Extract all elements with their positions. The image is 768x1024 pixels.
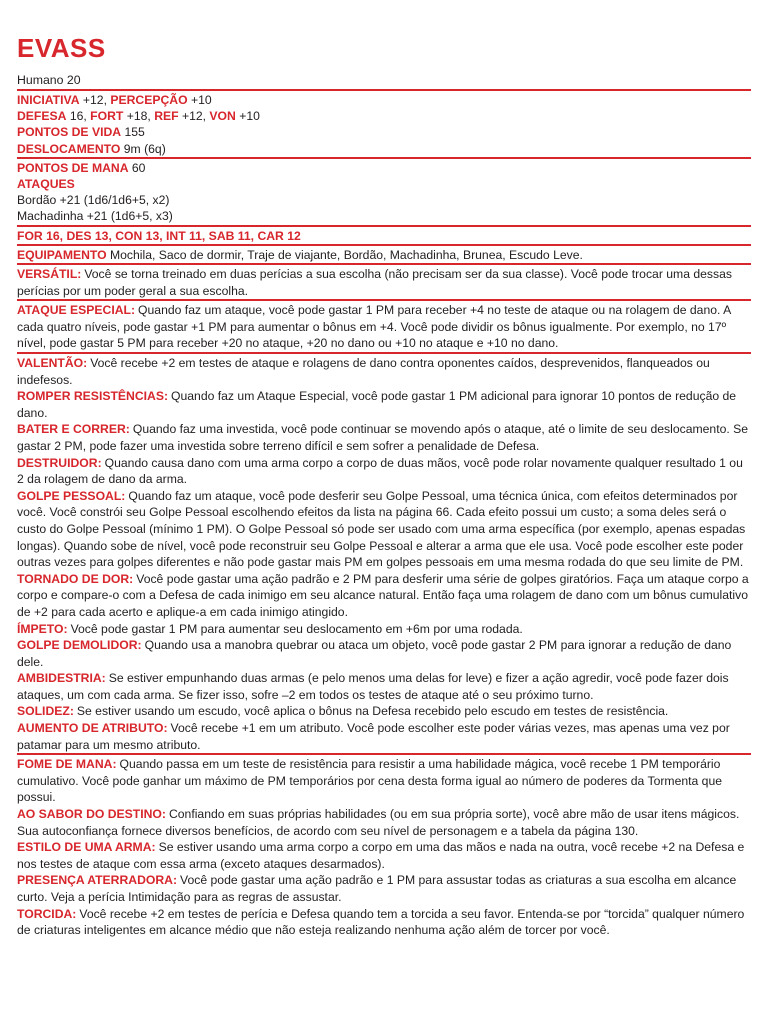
ability-name: DESTRUIDOR: (17, 455, 102, 470)
ability-name: PRESENÇA ATERRADORA: (17, 873, 178, 888)
ability-name: AMBIDESTRIA: (17, 671, 106, 686)
ability-name: ÍMPETO: (17, 621, 68, 636)
ability-entry (17, 355, 751, 388)
mp-line (17, 160, 751, 176)
ability-entry (17, 806, 751, 839)
defense-line (17, 108, 751, 124)
ability-entry (17, 906, 751, 939)
ability-text: Quando usa a manobra quebrar ou ataca um objeto, você pode gastar 2 PM para ignorar a redução de dano dele. (17, 638, 732, 669)
ability-name: FOME DE MANA: (17, 757, 117, 772)
perception-label: PERCEPÇÃO (110, 93, 188, 107)
attack-line: Machadinha +21 (1d6+5, x3) (17, 209, 173, 224)
ability-text: Você recebe +2 em testes de perícia e Defesa quando tem a torcida a seu favor. Entenda-se por “torcida” qualquer número de criaturas inteligentes em alcance médio que não esteja realizando nenhuma ação além de torcer por você. (17, 906, 745, 938)
hp-line (17, 124, 751, 140)
ability-entry (17, 302, 751, 352)
fort-value: +18, (126, 109, 151, 124)
creature-race-level: Humano 20 (17, 73, 81, 87)
attack-line: Bordão +21 (1d6/1d6+5, x2) (17, 193, 170, 208)
hp-value: 155 (124, 125, 145, 140)
will-label: VON (209, 109, 236, 124)
ability-entry (17, 703, 751, 720)
ability-text: Você pode gastar uma ação padrão e 2 PM para desferir uma série de golpes giratórios. Faça um ataque corpo a corpo e compare-o com a Defesa de cada inimigo em seu alcance natural. Então faça uma rolagem de dano com um bônus cumulativo de +2 para cada acerto e aplique-a em cada inimigo atingido. (17, 571, 749, 619)
attributes-section (17, 225, 751, 244)
ability-name: GOLPE PESSOAL: (17, 488, 126, 503)
defense-value: 16, (69, 109, 87, 124)
equipment-section (17, 244, 751, 263)
ability-entry (17, 421, 751, 454)
ability-text: Quando faz um ataque, você pode desferir seu Golpe Pessoal, uma técnica única, com efeitos determinados por você. Você constrói seu Golpe Pessoal escolhendo efeitos da lista na página 66. Cada efeito possui um custo; a soma deles será o custo do Golpe Pessoal (mínimo 1 PM). O Golpe Pessoal só pode ser usado com uma arma específica (por exemplo, apenas espadas longas). Quando sobe de nível, você pode reconstruir seu Golpe Pessoal e alterar a arma que ele usa. Você pode escolher este poder outras vezes para golpes diferentes e não pode gastar mais PM em golpes pessoais em uma mesma rodada do que seu limite de PM. (17, 488, 746, 570)
ability-name: AUMENTO DE ATRIBUTO: (17, 721, 168, 736)
ref-label: REF (154, 109, 179, 124)
creature-name: EVASS (17, 33, 106, 63)
mp-value: 60 (131, 160, 146, 175)
ability-name: ATAQUE ESPECIAL: (17, 303, 136, 318)
ability-text: Você pode gastar 1 PM para aumentar seu deslocamento em +6m por uma rodada. (70, 621, 523, 636)
ability-name: SOLIDEZ: (17, 704, 74, 719)
ability-name: TORCIDA: (17, 906, 77, 921)
ability-group (17, 753, 751, 939)
ability-text: Se estiver empunhando duas armas (e pelo menos uma delas for leve) e fizer a ação agredir, você pode fazer dois ataques, um com cada arma. Se fizer isso, sofre –2 em todos os testes de ataque até o seu próximo turno. (17, 671, 729, 702)
ability-text: Você recebe +1 em um atributo. Você pode escolher este poder várias vezes, mas apenas uma vez por patamar para um mesmo atributo. (17, 721, 730, 752)
initiative-line (17, 92, 751, 108)
ability-text: Você se torna treinado em duas perícias a sua escolha (não precisam ser da sua classe). Você pode trocar uma dessas perícias por um poder geral a sua escolha. (17, 267, 732, 298)
ability-name: ESTILO DE UMA ARMA: (17, 840, 156, 855)
ability-entry (17, 388, 751, 421)
ability-group (17, 263, 751, 299)
move-value: 9m (6q) (123, 141, 166, 156)
fort-label: FORT (90, 109, 124, 124)
combat-section (17, 157, 751, 225)
ability-entry (17, 455, 751, 488)
ability-name: ROMPER RESISTÊNCIAS: (17, 389, 169, 404)
ability-entry (17, 571, 751, 621)
perception-value: +10 (190, 93, 212, 107)
ability-text: Você recebe +2 em testes de ataque e rolagens de dano contra oponentes caídos, desprevenidos, flanqueados ou indefesos. (17, 356, 710, 387)
ability-text: Se estiver usando uma arma corpo a corpo em uma das mãos e nada na outra, você recebe +2 na Defesa e nos testes de ataque com essa arma (exceto ataques desarmados). (17, 840, 745, 871)
ability-name: VALENTÃO: (17, 356, 88, 370)
equipment-text: Mochila, Saco de dormir, Traje de viajante, Bordão, Machadinha, Brunea, Escudo Leve. (110, 247, 583, 262)
move-label: DESLOCAMENTO (17, 141, 121, 156)
initiative-value: +12, (82, 93, 107, 107)
ability-name: BATER E CORRER: (17, 422, 130, 437)
ability-entry (17, 872, 751, 905)
ability-name: GOLPE DEMOLIDOR: (17, 638, 142, 653)
ability-text: Quando causa dano com uma arma corpo a corpo de duas mãos, você pode rolar novamente qualquer resultado 1 ou 2 da rolagem de dano da arma. (17, 455, 743, 487)
attacks-heading (17, 176, 751, 192)
ability-text: Quando faz um Ataque Especial, você pode gastar 1 PM adicional para ignorar 10 pontos de redução de dano. (17, 389, 737, 420)
ability-text: Confiando em suas próprias habilidades (ou em sua própria sorte), você abre mão de usar itens mágicos. Sua autoconfiança fornece diversos benefícios, de acordo com seu nível de personagem e a tabela da página 130. (17, 807, 740, 838)
ability-group (17, 352, 751, 753)
ability-text: Quando faz um ataque, você pode gastar 1 PM para receber +4 no teste de ataque ou na rolagem de dano. A cada quatro níveis, pode gastar +1 PM para aumentar o bônus em +4. Você pode dividir os bônus igualmente. Por exemplo, no 17º nível, pode gastar 5 PM para receber +20 no ataque, +20 no dano ou +10 no ataque e +10 no dano. (17, 303, 731, 351)
defense-label: DEFESA (17, 109, 67, 124)
ref-value: +12, (181, 109, 207, 124)
ability-text: Quando faz uma investida, você pode continuar se movendo após o ataque, até o limite de seu deslocamento. Se gastar 2 PM, pode fazer uma investida sobre terreno difícil e sem sofrer a penalidade de Defesa. (17, 422, 749, 453)
ability-name: VERSÁTIL: (17, 267, 82, 282)
move-line (17, 141, 751, 157)
ability-text: Se estiver usando um escudo, você aplica o bônus na Defesa recebido pelo escudo em testes de resistência. (76, 704, 669, 719)
ability-entry (17, 839, 751, 872)
ability-group (17, 299, 751, 352)
equipment-line (17, 247, 751, 263)
stats-section (17, 89, 751, 157)
initiative-label: INICIATIVA (17, 93, 80, 107)
ability-entry (17, 266, 751, 299)
ability-text: Você pode gastar uma ação padrão e 1 PM para assustar todas as criaturas a sua escolha em alcance curto. Veja a perícia Intimidação para as regras de assustar. (17, 873, 737, 904)
ability-entry (17, 670, 751, 703)
attacks-label: ATAQUES (17, 177, 75, 192)
mp-label: PONTOS DE MANA (17, 160, 129, 175)
hp-label: PONTOS DE VIDA (17, 125, 122, 140)
ability-name: AO SABOR DO DESTINO: (17, 807, 166, 822)
ability-entry (17, 756, 751, 806)
equipment-label: EQUIPAMENTO (17, 247, 107, 262)
attributes-line: FOR 16, DES 13, CON 13, INT 11, SAB 11, CAR 12 (17, 228, 301, 243)
will-value: +10 (239, 109, 260, 124)
ability-entry (17, 637, 751, 670)
ability-name: TORNADO DE DOR: (17, 571, 134, 586)
ability-entry (17, 720, 751, 753)
ability-entry (17, 488, 751, 571)
ability-text: Quando passa em um teste de resistência para resistir a uma habilidade mágica, você recebe 1 PM temporário cumulativo. Você pode ganhar um máximo de PM temporários por cena desta forma igual ao número de poderes da Tormenta que possui. (17, 757, 723, 805)
ability-entry (17, 621, 751, 638)
